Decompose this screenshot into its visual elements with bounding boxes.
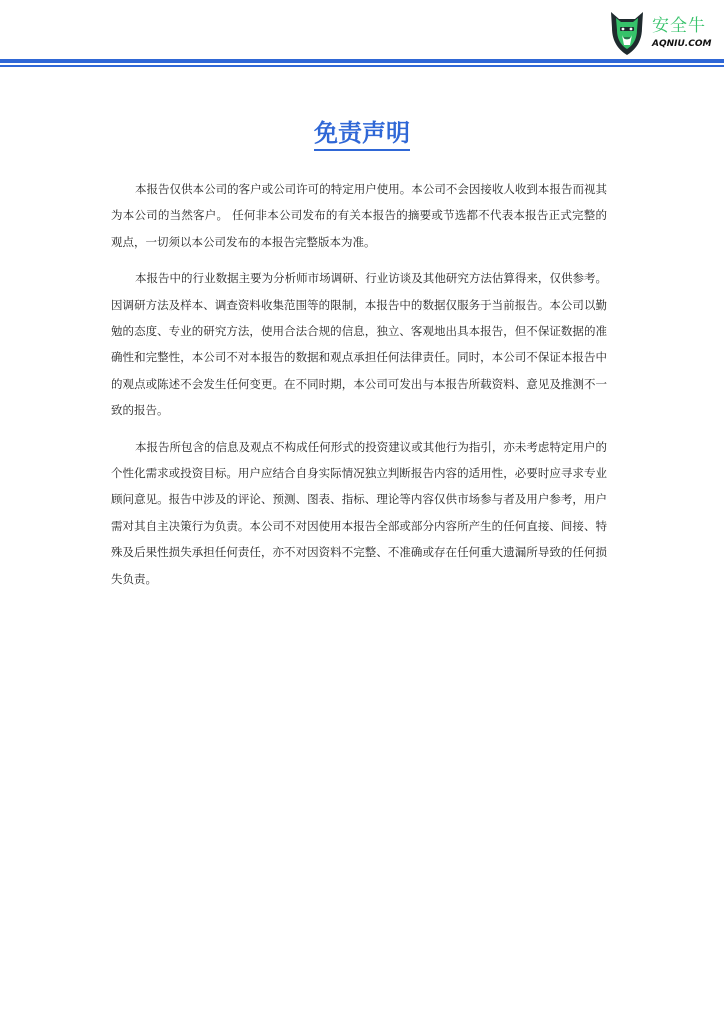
disclaimer-paragraph: 本报告仅供本公司的客户或公司许可的特定用户使用。本公司不会因接收人收到本报告而视其为本公司的当然客户。 任何非本公司发布的有关本报告的摘要或节选都不代表本报告正式完整的观点，一切须以本公司发布的本报告完整版本为准。: [111, 182, 607, 249]
disclaimer-title: 免责声明: [314, 118, 410, 151]
disclaimer-body: [111, 176, 607, 602]
disclaimer-paragraph: 本报告所包含的信息及观点不构成任何形式的投资建议或其他行为指引，亦未考虑特定用户的个性化需求或投资目标。用户应结合自身实际情况独立判断报告内容的适用性，必要时应寻求专业顾问意见。报告中涉及的评论、预测、图表、指标、理论等内容仅供市场参与者及用户参考，用户需对其自主决策行为负责。本公司不对因使用本报告全部或部分内容所产生的任何直接、间接、特殊及后果性损失承担任何责任，亦不对因资料不完整、不准确或存在任何重大遗漏所导致的任何损失负责。: [111, 439, 607, 586]
logo-chinese-name: 安全牛: [652, 16, 706, 36]
page-header: [0, 0, 724, 70]
disclaimer-paragraph: 本报告中的行业数据主要为分析师市场调研、行业访谈及其他研究方法估算得来，仅供参考。因调研方法及样本、调查资料收集范围等的限制，本报告中的数据仅服务于当前报告。本公司以勤勉的态度、专业的研究方法，使用合法合规的信息，独立、客观地出具本报告，但不保证数据的准确性和完整性，本公司不对本报告的数据和观点承担任何法律责任。同时，本公司不保证本报告中的观点或陈述不会发生任何变更。在不同时期，本公司可发出与本报告所载资料、意见及推测不一致的报告。: [111, 271, 607, 418]
logo-domain: AQNIU.COM: [652, 39, 712, 49]
brand-logo: [608, 10, 712, 56]
header-rule-thin: [0, 65, 724, 67]
bull-shield-icon: [608, 10, 646, 56]
header-rule-thick: [0, 59, 724, 63]
page-title: [0, 118, 724, 151]
